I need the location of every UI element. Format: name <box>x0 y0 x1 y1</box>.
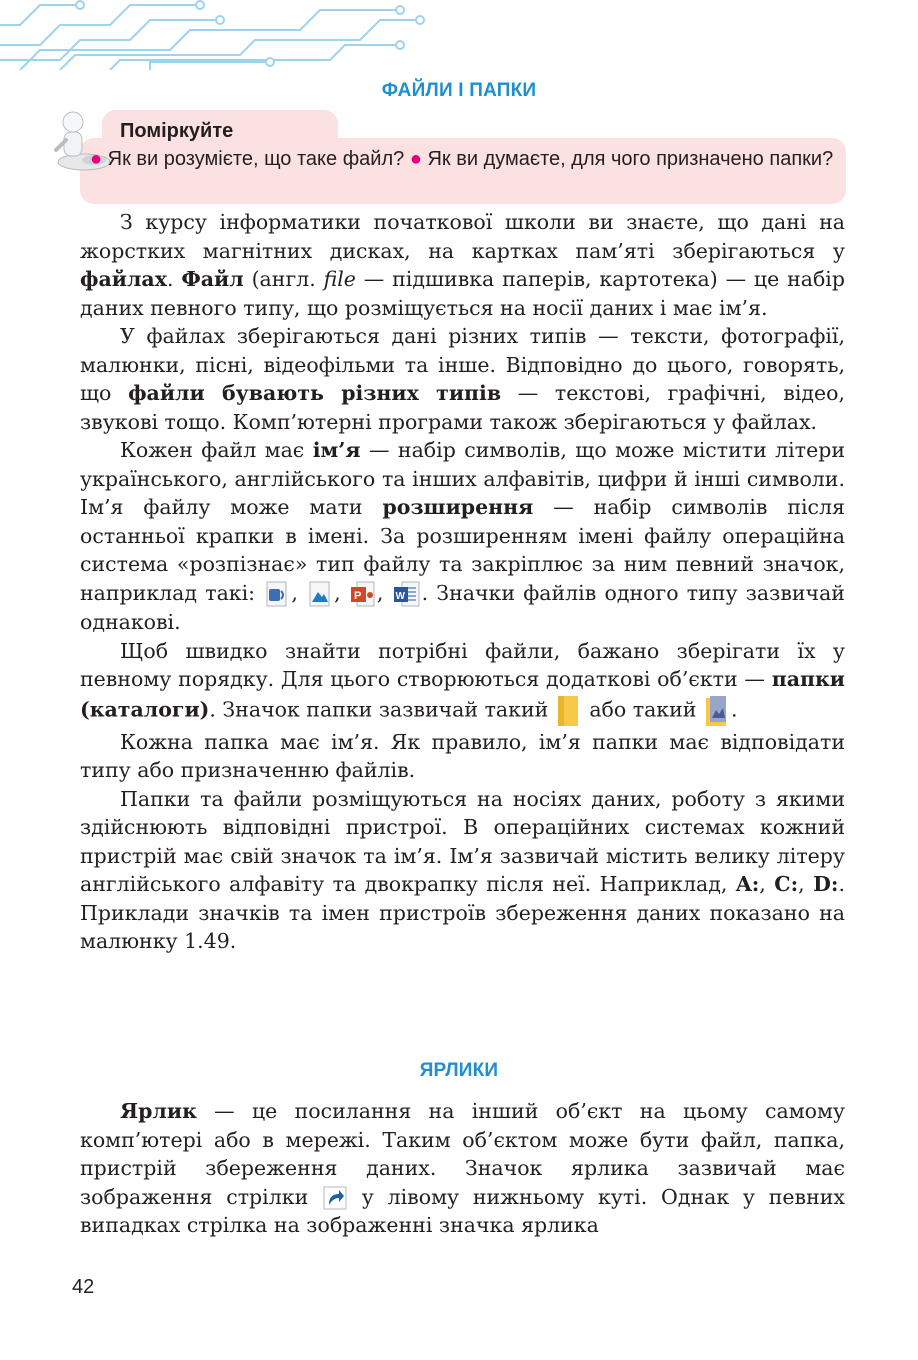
paragraph-4: Щоб швидко знайти потрібні файли, бажано зберігати їх у певному порядку. Для цього створюються додаткові об’єкти — папки (каталоги). Значок папки зазвичай такий або такий . <box>80 637 845 728</box>
think-title: Поміркуйте <box>120 120 234 142</box>
section-title-shortcuts: ЯРЛИКИ <box>419 1060 499 1081</box>
paragraph-5: Кожна папка має ім’я. Як правило, ім’я папки має відповідати типу або призначенню файлів. <box>80 729 845 782</box>
page-number: 42 <box>72 1276 95 1298</box>
body-text <box>80 208 845 956</box>
think-box <box>50 110 850 210</box>
picture-folder-icon <box>703 694 731 728</box>
bullet: ● <box>409 148 422 170</box>
powerpoint-file-icon <box>349 580 377 608</box>
paragraph-2: У файлах зберігаються дані різних типів — тексти, фотографії, малюнки, пісні, відеофільми та інше. Відповідно до цього, говорять, що файли бувають різних типів — текстові, графічні, відео, звукові тощо. Комп’ютерні програми також зберігаються у файлах. <box>80 324 845 434</box>
paragraph-6: Папки та файли розміщуються на носіях даних, роботу з якими здійснюють відповідні пристрої. В операційних системах кожний пристрій має свій значок та ім’я. Ім’я зазвичай містить велику літеру англійського алфавіту та двокрапку після неї. Наприклад, A:, C:, D:. Приклади значків та імен пристроїв збереження даних показано на малюнку 1.49. <box>80 786 845 953</box>
word-file-icon <box>392 580 422 608</box>
shortcut-arrow-icon <box>322 1185 348 1211</box>
svg-text:P: P <box>353 590 362 602</box>
think-questions <box>90 146 842 173</box>
question-1: Як ви розумієте, що таке файл? <box>107 148 405 170</box>
media-file-icon <box>263 580 291 608</box>
image-file-icon <box>306 580 334 608</box>
circuit-decoration <box>0 0 430 70</box>
svg-text:W: W <box>395 591 405 602</box>
bullet: ● <box>90 148 103 170</box>
body-text-shortcuts <box>80 1097 845 1240</box>
paragraph-3: Кожен файл має ім’я — набір символів, що може містити літери українського, англійського та інших алфавітів, цифри й інші символи. Ім’я файлу може мати розширення — набір символів після останньої крапки в імені. За розширенням імені файлу операційна система «розпізнає» тип файлу та закріплює за ним певний значок, наприклад такі: , , P , W . Значки файлів одного типу зазвичай однакові. <box>80 438 846 634</box>
section-title-files-folders: ФАЙЛИ І ПАПКИ <box>381 80 537 101</box>
question-2: Як ви думаєте, для чого призначено папки? <box>427 148 834 170</box>
paragraph-7: Ярлик — це посилання на інший об’єкт на цьому самому комп’ютері або в мережі. Таким об’єктом може бути файл, папка, пристрій збереження даних. Значок ярлика зазвичай має зображення стрілки у лівому нижньому куті. Однак у певних випадках стрілка на зображенні значка ярлика <box>80 1099 845 1237</box>
paragraph-1: З курсу інформатики початкової школи ви знаєте, що дані на жорстких магнітних дисках, на картках пам’яті зберігаються у файлах. Файл (англ. file — підшивка паперів, картотека) — це набір даних певного типу, що розміщується на носії даних і має ім’я. <box>80 210 845 320</box>
yellow-folder-icon <box>555 694 583 728</box>
